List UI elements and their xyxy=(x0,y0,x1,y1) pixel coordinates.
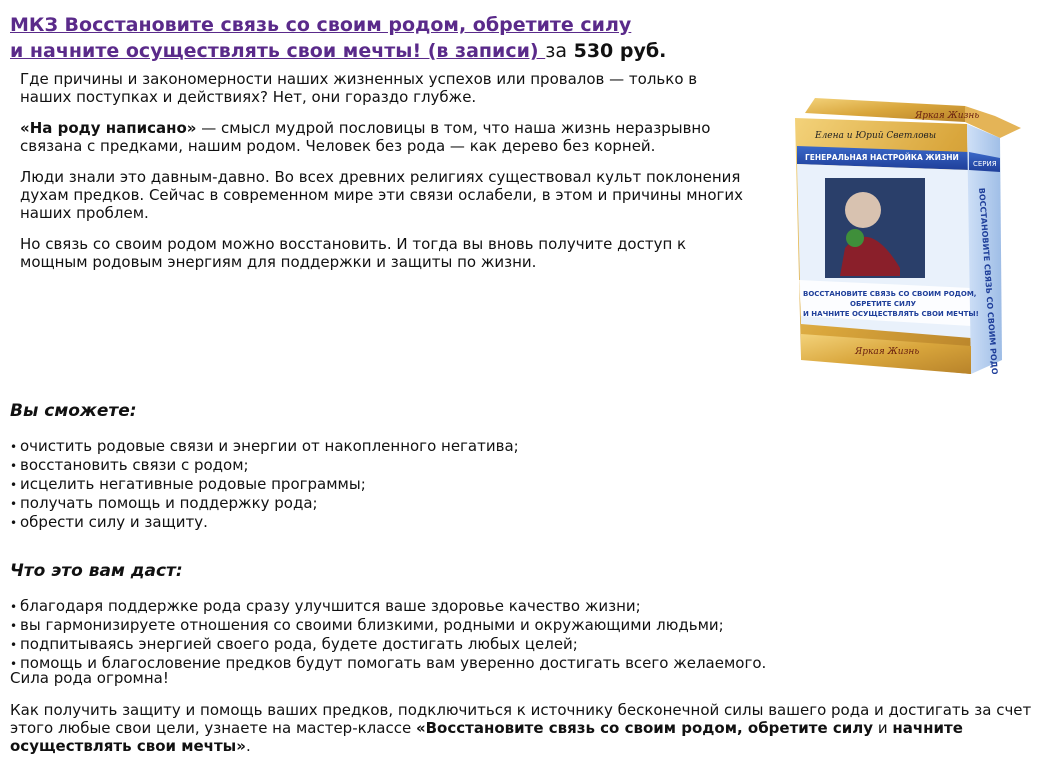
section-heading-can: Вы сможете: xyxy=(10,401,137,421)
price-prefix: за xyxy=(545,40,567,62)
box-series-bar: ГЕНЕРАЛЬНАЯ НАСТРОЙКА ЖИЗНИ xyxy=(805,153,959,162)
intro-paragraph-1: Где причины и закономерности наших жизненных успехов или провалов — только в наших поступках и действиях? Нет, они гораздо глубже. xyxy=(20,70,698,106)
list-item: • исцелить негативные родовые программы; xyxy=(10,475,366,493)
list-item: • подпитываясь энергией своего рода, будете достигать любых целей; xyxy=(10,635,578,653)
list-item: • вы гармонизируете отношения со своими близкими, родными и окружающими людьми; xyxy=(10,616,724,634)
box-authors: Елена и Юрий Светловы xyxy=(815,131,937,141)
intro-text xyxy=(20,70,745,284)
product-box-image xyxy=(795,98,1025,374)
box-side-text: ВОССТАНОВИТЕ СВЯЗЬ СО СВОИМ РОДОМ xyxy=(977,187,1000,374)
box-brand-bottom: Яркая Жизнь xyxy=(855,347,920,357)
closing-line: Сила рода огромна! xyxy=(10,669,169,687)
final-paragraph: Как получить защиту и помощь ваших предков, подключиться к источнику бесконечной силы вашего рода и достигать за счет этого любые свои цели, узнаете на мастер-классе «Восстановите связь со своим родом, обретите силу и начните осуществлять свои мечты». xyxy=(10,701,1032,755)
list-item: • помощь и благословение предков будут помогать вам уверенно достигать всего желаемого. xyxy=(10,654,767,672)
box-series-label: СЕРИЯ xyxy=(973,160,997,168)
offer-title xyxy=(10,12,910,64)
box-brand-top: Яркая Жизнь xyxy=(915,111,980,121)
intro-paragraph-2: «На роду написано» — смысл мудрой пословицы в том, что наша жизнь неразрывно связана с предками, нашим родом. Человек без рода — как дерево без корней. xyxy=(20,119,711,155)
masterclass-name: «Восстановите связь со своим родом, обретите силу xyxy=(415,719,874,737)
box-front-line-1: ВОССТАНОВИТЕ СВЯЗЬ СО СВОИМ РОДОМ, xyxy=(803,290,977,298)
section-heading-gives: Что это вам даст: xyxy=(10,561,183,581)
offer-title-link[interactable]: МКЗ Восстановите связь со своим родом, обретите силу и начните осуществлять свои мечты! (в записи) xyxy=(10,14,632,62)
price: 530 руб. xyxy=(573,40,667,62)
list-item: • восстановить связи с родом; xyxy=(10,456,249,474)
benefits-list xyxy=(10,437,910,532)
proverb: «На роду написано» xyxy=(20,119,197,137)
list-item: • очистить родовые связи и энергии от накопленного негатива; xyxy=(10,437,519,455)
intro-paragraph-4: Но связь со своим родом можно восстановить. И тогда вы вновь получите доступ к мощным родовым энергиям для поддержки и защиты по жизни. xyxy=(20,235,687,271)
box-front-line-2: ОБРЕТИТЕ СИЛУ xyxy=(850,300,917,308)
list-item: • благодаря поддержке рода сразу улучшится ваше здоровье качество жизни; xyxy=(10,597,641,615)
box-front-line-3: И НАЧНИТЕ ОСУЩЕСТВЛЯТЬ СВОИ МЕЧТЫ! xyxy=(803,310,979,318)
list-item: • получать помощь и поддержку рода; xyxy=(10,494,318,512)
list-item: • обрести силу и защиту. xyxy=(10,513,208,531)
intro-paragraph-3: Люди знали это давным-давно. Во всех древних религиях существовал культ поклонения духам предков. Сейчас в современном мире эти связи ослабели, в этом и причины многих наших проблем. xyxy=(20,168,744,222)
results-list xyxy=(10,597,910,673)
